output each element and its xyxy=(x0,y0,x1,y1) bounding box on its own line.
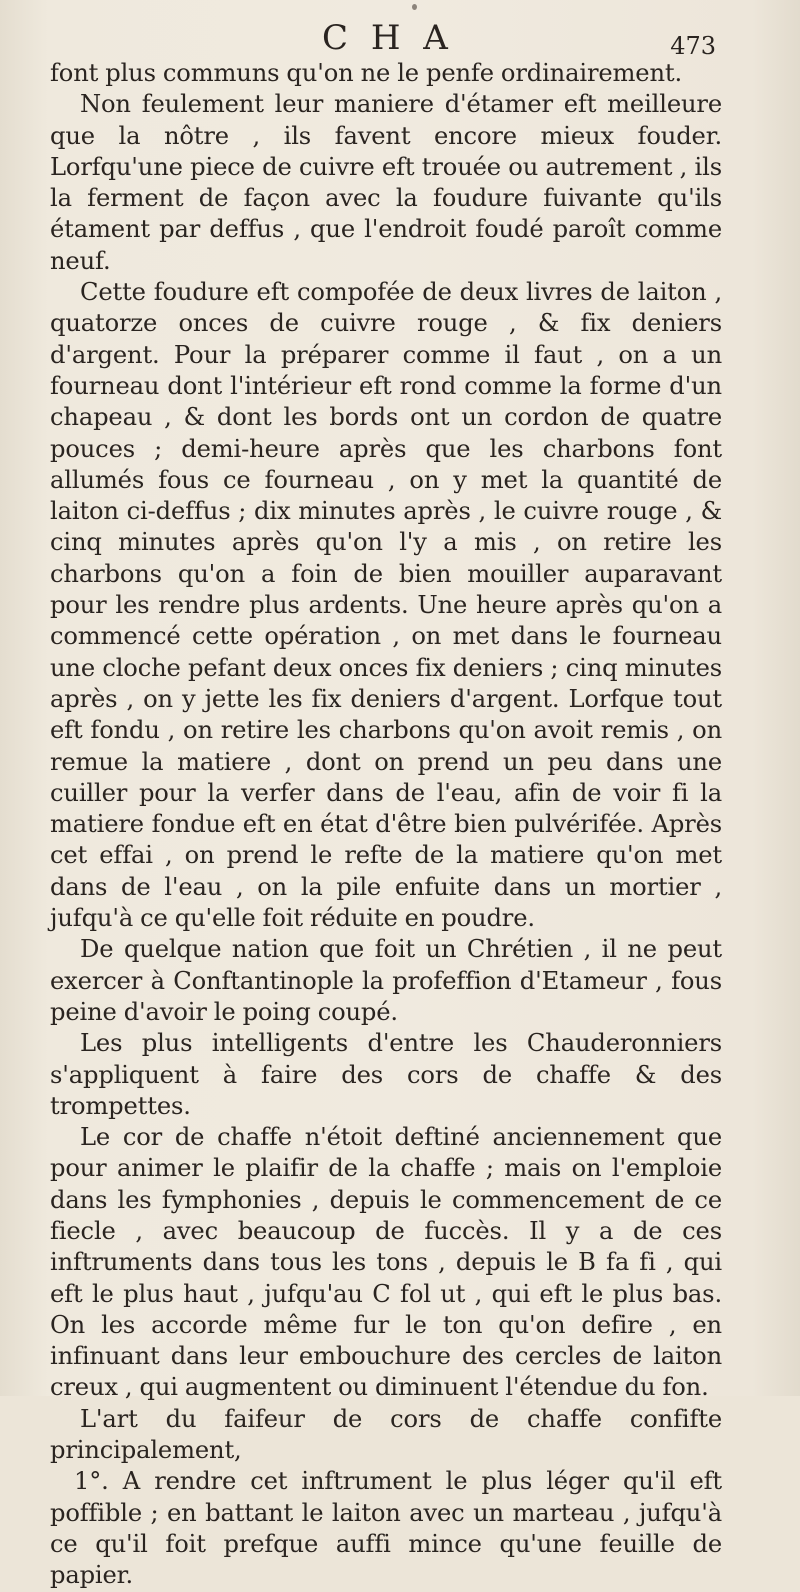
running-head: C H A xyxy=(322,18,454,58)
paragraph-coppersmiths: Les plus intelligents d'entre les Chauderonniers s'appliquent à faire des cors de chaffe & des trompettes. xyxy=(50,1029,722,1120)
paragraph-tinning: Non feulement leur maniere d'étamer eft meilleure que la nôtre , ils favent encore mieux fouder. Lorfqu'une piece de cuivre eft trouée ou autrement , ils la ferment de façon avec la foudure fuivante qu'ils étament par deffus , que l'endroit foudé paroît comme neuf. xyxy=(50,90,722,275)
paragraph-solder-recipe: Cette foudure eft compofée de deux livres de laiton , quatorze onces de cuivre rouge , & fix deniers d'argent. Pour la préparer comme il faut , on a un fourneau dont l'intérieur eft rond comme la forme d'un chapeau , & dont les bords ont un cordon de quatre pouces ; demi-heure après que les charbons font allumés fous ce fourneau , on y met la quantité de laiton ci-deffus ; dix minutes après , le cuivre rouge , & cinq minutes après qu'on l'y a mis , on retire les charbons qu'on a foin de bien mouiller auparavant pour les rendre plus ardents. Une heure après qu'on a commencé cette opération , on met dans le fourneau une cloche pefant deux onces fix deniers ; cinq minutes après , on y jette les fix deniers d'argent. Lorfque tout eft fondu , on retire les charbons qu'on avoit remis , on remue la matiere , dont on prend un peu dans une cuiller pour la verfer dans de l'eau, afin de voir fi la matiere fondue eft en état d'être bien pulvérifée. Après cet effai , on prend le refte de la matiere qu'on met dans de l'eau , on la pile enfuite dans un mortier , jufqu'à ce qu'elle foit réduite en poudre. xyxy=(50,278,722,933)
ink-speck xyxy=(412,4,417,10)
paragraph-horn-maker-art: L'art du faifeur de cors de chaffe confifte principalement, xyxy=(50,1404,722,1465)
paragraph-first-point: 1°. A rendre cet inftrument le plus léger qu'il eft poffible ; en battant le laiton avec un marteau , jufqu'à ce qu'il foit prefque auffi mince qu'une feuille de papier. xyxy=(50,1467,722,1590)
paragraph-hunting-horn: Le cor de chaffe n'étoit deftiné anciennement que pour animer le plaifir de la chaffe ; mais on l'emploie dans les fymphonies , depuis le commencement de ce fiecle , avec beaucoup de fuccès. Il y a de ces inftruments dans tous les tons , depuis le B fa fi , qui eft le plus haut , jufqu'au C fol ut , qui eft le plus bas. On les accorde même fur le ton qu'on defire , en infinuant dans leur embouchure des cercles de laiton creux , qui augmentent ou diminuent l'étendue du fon. xyxy=(50,1123,722,1402)
paragraph-constantinople: De quelque nation que foit un Chrétien , il ne peut exercer à Conftantinople la profeffion d'Etameur , fous peine d'avoir le poing coupé. xyxy=(50,935,722,1026)
page-number: 473 xyxy=(670,32,716,60)
body-text xyxy=(50,58,722,1592)
paragraph-continuation: font plus communs qu'on ne le penfe ordinairement. xyxy=(50,59,683,87)
